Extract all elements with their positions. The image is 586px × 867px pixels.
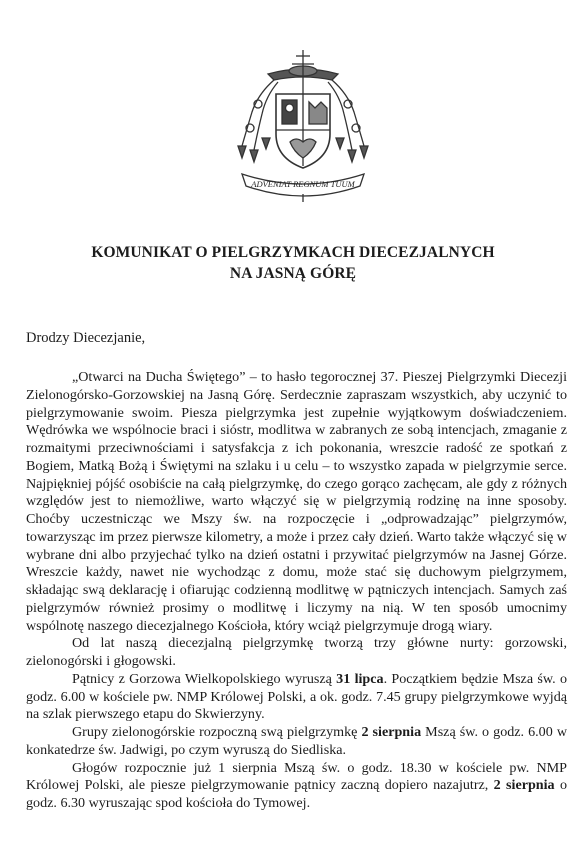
body-paragraph — [26, 724, 567, 760]
document-title-line-1: KOMUNIKAT O PIELGRZYMKACH DIECEZJALNYCH — [91, 244, 495, 261]
paragraph-text: o godz. 6.30 wyruszając spod kościoła do Tymowej. — [26, 777, 568, 811]
body-paragraph — [26, 635, 567, 671]
body-paragraph — [26, 760, 567, 813]
letter-body — [26, 369, 567, 813]
motto-text: ADVENIAT REGNUM TUUM — [251, 179, 355, 189]
paragraph-text: Głogów rozpocznie już 1 sierpnia Mszą św. o godz. 18.30 w kościele pw. NMP Królowej Polski, ale piesze pielgrzymowanie pątnicy zaczną dopiero nazajutrz, — [26, 759, 567, 794]
document-title-line-2: NA JASNĄ GÓRĘ — [229, 265, 357, 282]
salutation: Drodzy Diecezjanie, — [26, 330, 146, 346]
bishop-coat-of-arms-emblem — [228, 34, 378, 202]
bold-date-text: 2 sierpnia — [361, 724, 422, 740]
bold-date-text: 2 sierpnia — [493, 777, 555, 794]
paragraph-text: Grupy zielonogórskie rozpoczną swą pielgrzymkę — [72, 724, 362, 740]
body-paragraph — [26, 671, 567, 724]
paragraph-text: . Początkiem będzie Msza św. o godz. 6.00 w kościele pw. NMP Królowej Polski, a ok. godz. 7.45 grupy pielgrzymkowe wyjdą na szlak pierwszego etapu do Skwierzyny. — [26, 670, 568, 723]
paragraph-text: Pątnicy z Gorzowa Wielkopolskiego wyruszą — [72, 670, 337, 687]
paragraph-text: Mszą św. o godz. 6.00 w konkatedrze św. Jadwigi, po czym wyruszą do Siedliska. — [26, 724, 567, 758]
paragraph-text: „Otwarci na Ducha Świętego” – to hasło tegorocznej 37. Pieszej Pielgrzymki Diecezji Zielonogórsko-Gorzowskiej na Jasną Górę. Serdecznie zapraszam wszystkich, aby uczynić to pielgrzymowanie swoim. Piesza pielgrzymka jest zupełnie wyjątkowym doświadczeniem. Wędrówka we wspólnocie braci i sióstr, modlitwa w zabranych ze sobą intencjach, zmaganie z rozmaitymi przeciwnościami i satysfakcja z ich pokonania, wreszcie radość ze spotkań z Bogiem, Matką Bożą i Świętymi na szlaku i u celu – to wszystko zapada w pielgrzymie serce. Najpiękniej pójść osobiście na całą pielgrzymkę, do czego gorąco zachęcam, ale gdy z różnych względów jest to niemożliwe, warto włączyć się w pielgrzymią rodzinę na inne sposoby. Choćby uczestnicząc we Mszy św. na rozpoczęcie i „odprowadzając” pielgrzymów, towarzysząc im przez pierwsze kilometry, a może i przez cały dzień. Warto także włączyć się w wybrane dni albo przyjechać tylko na dzień ostatni i przywitać pielgrzymów na Jasnej Górze. Wreszcie każdy, nawet nie wychodząc z domu, może stać się duchowym pielgrzymem, składając swą deklarację i ofiarując codzienną modlitwę w pątniczych intencjach. Samych zaś pielgrzymów również prosimy o modlitwę i liczymy na nią. W ten sposób umocnimy wspólnotę naszego diecezjalnego Kościoła, który wciąż pielgrzymuje drogą wiary. — [26, 369, 567, 634]
paragraph-text: Od lat naszą diecezjalną pielgrzymkę tworzą trzy główne nurty: gorzowski, zielonogórski i głogowski. — [26, 635, 567, 669]
bold-date-text: 31 lipca — [336, 670, 384, 687]
body-paragraph — [26, 369, 567, 635]
